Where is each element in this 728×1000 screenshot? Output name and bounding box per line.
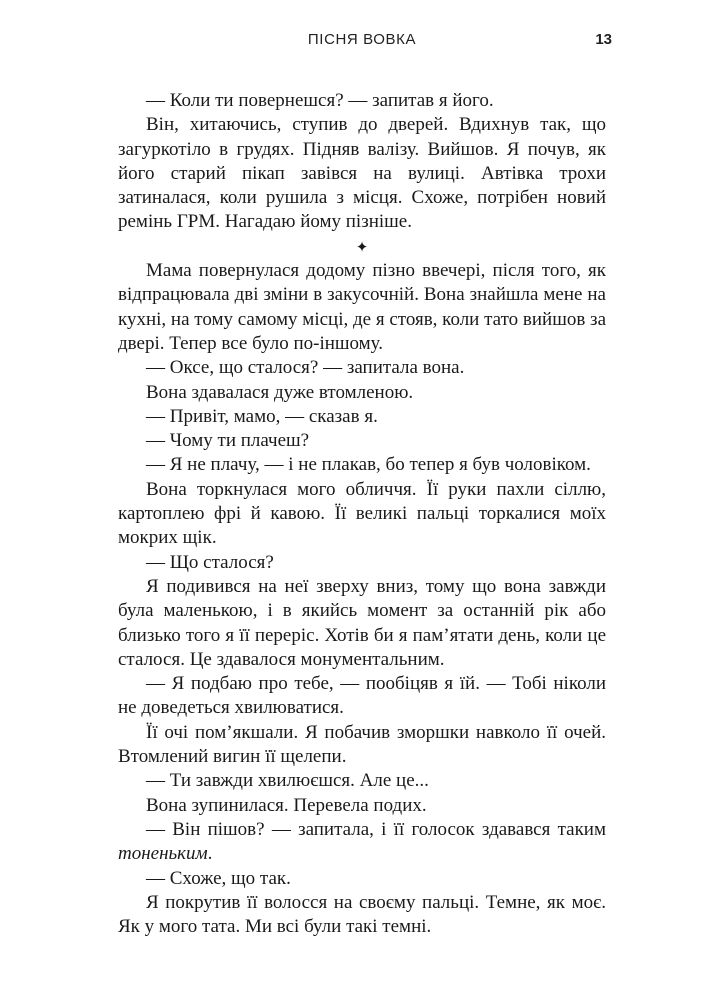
paragraph: Вона зупинилася. Перевела подих. (146, 794, 427, 816)
paragraph: Вона торкнулася мого обличчя. Її руки пахли сіллю, картоплею фрі й кавою. Її великі пальці торкалися моїх мокрих щік. (118, 478, 606, 549)
paragraph: — Ти завжди хвилюєшся. Але це... (146, 770, 429, 792)
scene-break-icon: ✦ (355, 237, 369, 256)
paragraph: — Що сталося? (146, 551, 274, 573)
paragraph-end: . (207, 843, 213, 865)
paragraph: Її очі пом’якшали. Я побачив зморшки навколо її очей. Втомлений вигин її щелепи. (118, 721, 606, 768)
paragraph: Він, хитаючись, ступив до дверей. Вдихнув так, що загуркотіло в грудях. Підняв валізу. Вийшов. Я почув, як його старий пікап завівся на вулиці. Автівка трохи затиналася, коли рушила з місця. Схоже, потрібен новий ремінь ГРМ. Нагадаю йому пізніше. (118, 114, 606, 233)
paragraph (118, 818, 606, 867)
paragraph: Я подивився на неї зверху вниз, тому що вона завжди була маленькою, і в якийсь момент за останній рік або близько того я її переріс. Хотів би я пам’ятати день, коли це сталося. Це здавалося монументальним. (118, 575, 606, 670)
paragraph-text: — Він пішов? — запитала, і її голосок здавався таким (146, 818, 606, 840)
text-body (118, 89, 606, 939)
paragraph: Вона здавалася дуже втомленою. (146, 381, 414, 403)
paragraph: — Чому ти плачеш? (146, 430, 310, 452)
paragraph: — Схоже, що так. (146, 867, 291, 889)
paragraph: — Коли ти повернешся? — запитав я його. (146, 90, 494, 111)
paragraph: — Я не плачу, — і не плакав, бо тепер я був чоловіком. (146, 454, 591, 476)
page-number: 13 (595, 31, 612, 48)
paragraph: Мама повернулася додому пізно ввечері, після того, як відпрацювала дві зміни в закусочній. Вона знайшла мене на кухні, на тому самому місці, де я стояв, коли тато вийшов за двері. Тепер все було по-іншому. (118, 260, 606, 354)
book-title: ПІСНЯ ВОВКА (307, 31, 417, 48)
paragraph: Я покрутив її волосся на своєму пальці. Темне, як моє. Як у мого тата. Ми всі були такі темні. (118, 891, 606, 938)
italic-word: тоненьким (118, 843, 208, 865)
paragraph: — Привіт, мамо, — сказав я. (146, 405, 378, 427)
paragraph: — Я подбаю про тебе, — пообіцяв я їй. — Тобі ніколи не доведеться хвилюватися. (118, 673, 606, 719)
running-header (0, 30, 728, 50)
paragraph: — Оксе, що сталося? — запитала вона. (146, 357, 465, 379)
